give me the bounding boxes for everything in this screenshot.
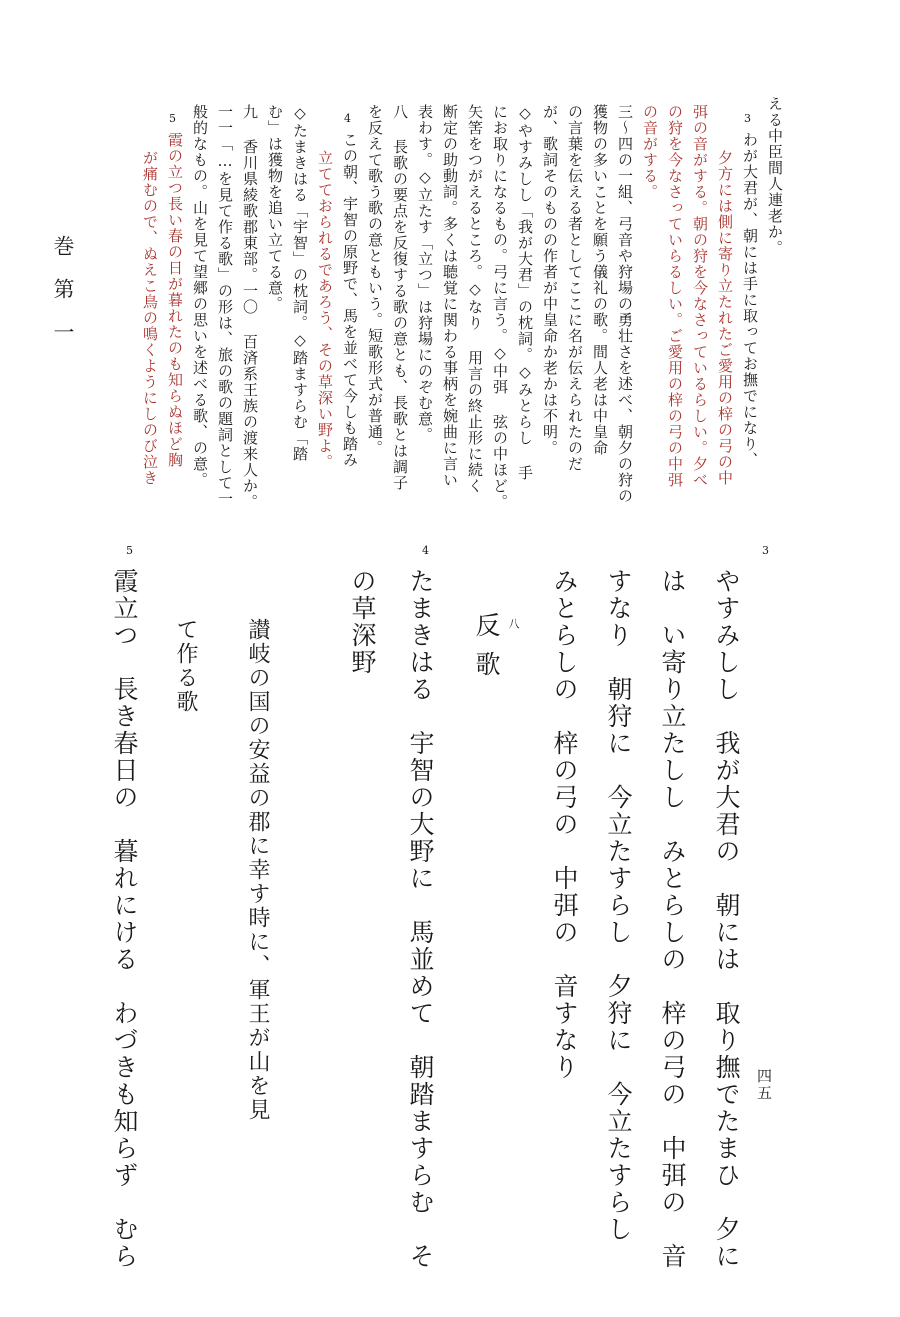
note-col-10: が、歌詞そのものの作者が中皇命か老かは不明。 bbox=[541, 104, 559, 456]
poem-number-5: 5 bbox=[123, 544, 136, 557]
note-col-23: 一一「…を見て作る歌」の形は、旅の歌の題詞として一 bbox=[216, 104, 234, 507]
note-col-25: 霞の立つ長い春の日が暮れたのも知らぬほど胸 bbox=[166, 132, 184, 468]
hanka-label: 反歌 bbox=[472, 612, 501, 690]
note-col-8: 獲物の多いことを願う儀礼の歌。間人老は中皇命 bbox=[591, 104, 609, 456]
note-col-6: の音がする。 bbox=[641, 104, 659, 200]
note-col-19: 立てておられるであろう、その草深い野よ。 bbox=[316, 150, 334, 470]
poem5-title-line-2: て作る歌 bbox=[173, 618, 198, 714]
note-number-4: 4 bbox=[341, 112, 354, 125]
note-number-3: 3 bbox=[741, 112, 754, 125]
note-col-4: 弭の音がする。朝の狩を今なさっているらしい。夕べ bbox=[691, 104, 709, 488]
poem3-line-2: は い寄り立たしし みとらしの 梓の弓の 中弭の 音 bbox=[658, 568, 687, 1270]
note-col-13: 矢筈をつがえるところ。◇なり 用言の終止形に続く bbox=[466, 104, 484, 494]
poem-number-4: 4 bbox=[419, 544, 432, 557]
poem3-line-3: すなり 朝狩に 今立たすらし 夕狩に 今立たすらし bbox=[604, 568, 633, 1243]
note-col-1: える中臣間人連老か。 bbox=[766, 96, 784, 256]
note-number-5: 5 bbox=[166, 112, 179, 125]
note-col-12: にお取りになるもの。弓に言う。◇中弭 弦の中ほど。 bbox=[491, 104, 509, 510]
note-col-20: ◇たまきはる「宇智」の枕詞。◇踏ますらむ「踏 bbox=[291, 104, 309, 462]
note-col-9: の言葉を伝える者としてここに名が伝えられたのだ bbox=[566, 104, 584, 472]
poem4-line-1: たまきはる 宇智の大野に 馬並めて 朝踏ますらむ そ bbox=[406, 568, 435, 1270]
note-col-11: ◇やすみしし「我が大君」の枕詞。◇みとらし 手 bbox=[516, 104, 534, 481]
poem3-line-4: みとらしの 梓の弓の 中弭の 音すなり bbox=[550, 568, 579, 1081]
running-header-volume: 巻第一 bbox=[51, 235, 75, 364]
note-col-3: 夕方には側に寄り立たれたご愛用の梓の弓の中 bbox=[716, 150, 734, 486]
note-col-5: の狩を今なさっていらるしい。ご愛用の梓の弓の中弭 bbox=[666, 104, 684, 488]
note-col-16: 八 長歌の要点を反復する歌の意とも、長歌とは調子 bbox=[391, 104, 409, 491]
poem4-line-2: の草深野 bbox=[348, 568, 377, 676]
poem-number-3: 3 bbox=[759, 544, 772, 557]
note-col-21: む」は獲物を追い立てる意。 bbox=[266, 104, 284, 312]
note-col-18: この朝、宇智の原野で、馬を並べて今しも踏み bbox=[341, 132, 359, 468]
note-col-24: 般的なもの。山を見て望郷の思いを述べる歌、の意。 bbox=[191, 104, 209, 488]
note-col-22: 九 香川県綾歌郡東部。一〇 百済系王族の渡来人か。 bbox=[241, 104, 259, 510]
note-col-26: が痛むので、ぬえこ鳥の鳴くようにしのび泣き bbox=[141, 150, 159, 486]
note-col-7: 三〜四の一組、弓音や狩場の勇壮さを述べ、朝夕の狩の bbox=[616, 104, 634, 504]
note-col-14: 断定の助動詞。多くは聴覚に関わる事柄を婉曲に言い bbox=[441, 104, 459, 488]
note-col-2: わが大君が、朝には手に取ってお撫でになり、 bbox=[741, 132, 759, 468]
poem5-title-line-1: 讃岐の国の安益の郡に幸す時に、軍王が山を見 bbox=[245, 618, 270, 1122]
note-col-17: を反えて歌う歌の意ともいう。短歌形式が普通。 bbox=[366, 104, 384, 456]
poem5-line-1: 霞立つ 長き春日の 暮れにける わづきも知らず むら bbox=[110, 568, 139, 1270]
poem3-line-1: やすみしし 我が大君の 朝には 取り撫でたまひ 夕に bbox=[712, 568, 741, 1270]
hanka-mark: 八 bbox=[507, 618, 520, 629]
note-col-15: 表わす。◇立たす「立つ」は狩場にのぞむ意。 bbox=[416, 104, 434, 443]
page-number: 四五 bbox=[755, 1068, 773, 1102]
